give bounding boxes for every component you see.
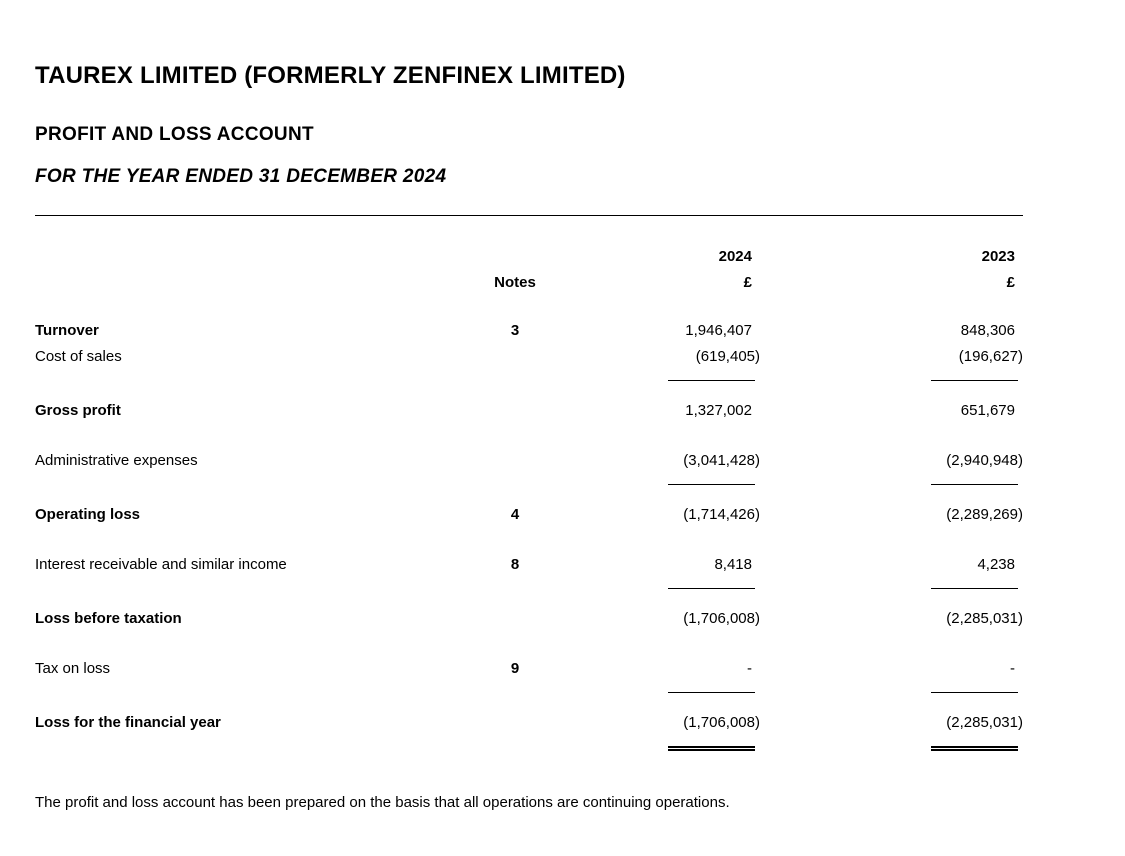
single-rule <box>931 484 1018 485</box>
underline-row <box>35 682 1023 702</box>
amount-2023: (2,940,948) <box>946 452 1023 469</box>
column-header-2023: 2023 <box>981 248 1015 265</box>
amount-2023: 651,679 <box>960 402 1015 419</box>
table-row <box>35 448 1023 474</box>
row-label: Tax on loss <box>35 660 111 677</box>
underline-row <box>35 370 1023 390</box>
single-rule <box>668 692 755 693</box>
profit-loss-table <box>35 244 1023 756</box>
table-row <box>35 502 1023 528</box>
column-header-2024: 2024 <box>718 248 752 265</box>
amount-2023: (196,627) <box>958 348 1023 365</box>
amount-2023: (2,285,031) <box>946 714 1023 731</box>
table-row <box>35 656 1023 682</box>
statement-title: PROFIT AND LOSS ACCOUNT <box>35 124 314 145</box>
header-rule <box>35 215 1023 216</box>
amount-2023: 848,306 <box>960 322 1015 339</box>
amount-2023: (2,285,031) <box>946 610 1023 627</box>
row-label: Turnover <box>35 322 99 339</box>
underline-row <box>35 578 1023 598</box>
underline-row <box>35 736 1023 756</box>
amount-2024: (1,714,426) <box>683 506 760 523</box>
statement-period: FOR THE YEAR ENDED 31 DECEMBER 2024 <box>35 166 447 187</box>
row-note: 8 <box>510 556 520 573</box>
table-header-units-row <box>35 270 1023 296</box>
row-note: 4 <box>510 506 520 523</box>
double-rule <box>931 746 1018 751</box>
amount-2024: (619,405) <box>695 348 760 365</box>
amount-2023: 4,238 <box>977 556 1015 573</box>
table-header-years-row <box>35 244 1023 270</box>
double-rule <box>668 746 755 751</box>
amount-2024: (1,706,008) <box>683 714 760 731</box>
table-row <box>35 318 1023 344</box>
row-label: Cost of sales <box>35 348 122 365</box>
amount-2024: - <box>747 660 752 677</box>
amount-2024: (1,706,008) <box>683 610 760 627</box>
continuing-operations-note: The profit and loss account has been prepared on the basis that all operations are continuing operations. <box>35 794 730 811</box>
amount-2024: (3,041,428) <box>683 452 760 469</box>
single-rule <box>931 380 1018 381</box>
amount-2023: (2,289,269) <box>946 506 1023 523</box>
table-row <box>35 552 1023 578</box>
amount-2024: 1,327,002 <box>685 402 752 419</box>
single-rule <box>668 484 755 485</box>
row-note: 9 <box>510 660 520 677</box>
underline-row <box>35 474 1023 494</box>
table-row <box>35 344 1023 370</box>
row-label: Loss before taxation <box>35 610 182 627</box>
row-label: Loss for the financial year <box>35 714 221 731</box>
table-body <box>35 318 1023 756</box>
column-header-notes: Notes <box>494 274 536 291</box>
row-note: 3 <box>510 322 520 339</box>
row-label: Interest receivable and similar income <box>35 556 287 573</box>
company-title: TAUREX LIMITED (FORMERLY ZENFINEX LIMITED) <box>35 62 626 89</box>
table-row <box>35 606 1023 632</box>
single-rule <box>931 692 1018 693</box>
row-label: Administrative expenses <box>35 452 198 469</box>
single-rule <box>668 588 755 589</box>
amount-2024: 8,418 <box>714 556 752 573</box>
currency-header-2024: £ <box>743 274 752 291</box>
table-header <box>35 244 1023 296</box>
table-row <box>35 398 1023 424</box>
single-rule <box>668 380 755 381</box>
row-label: Gross profit <box>35 402 121 419</box>
amount-2023: - <box>1010 660 1015 677</box>
amount-2024: 1,946,407 <box>685 322 752 339</box>
table-row <box>35 710 1023 736</box>
row-label: Operating loss <box>35 506 141 523</box>
currency-header-2023: £ <box>1006 274 1015 291</box>
single-rule <box>931 588 1018 589</box>
